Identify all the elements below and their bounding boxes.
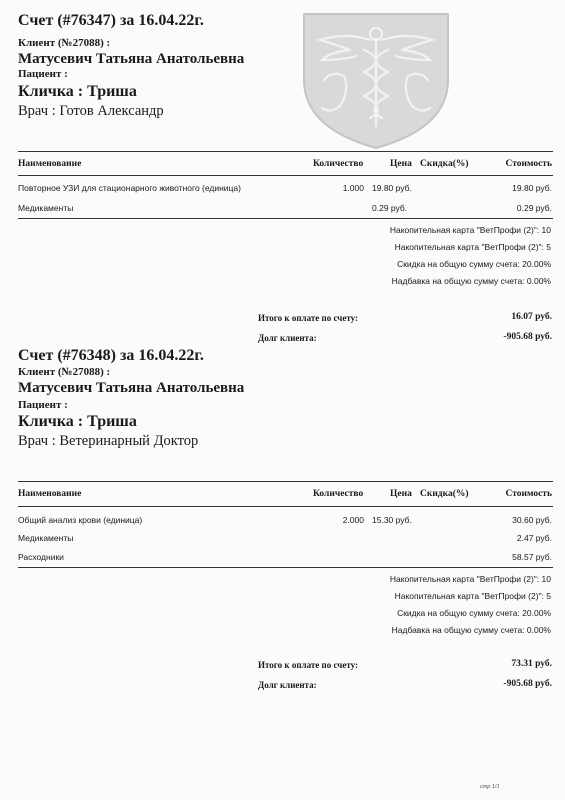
debt-label: Долг клиента:	[258, 680, 317, 690]
pet-name: Кличка : Триша	[18, 413, 137, 430]
row-name: Медикаменты	[18, 203, 74, 213]
client-label: Клиент (№27088) :	[18, 37, 111, 49]
loyalty-card-note: Накопительная карта "ВетПрофи (2)": 10	[389, 225, 551, 235]
client-name: Матусевич Татьяна Анатольевна	[18, 51, 245, 67]
table-bottom-rule	[18, 218, 553, 219]
row-qty: 1.000	[342, 183, 364, 193]
col-header-price: Цена	[390, 159, 412, 169]
loyalty-card-note: Накопительная карта "ВетПрофи (2)": 10	[389, 574, 551, 584]
discount-note: Скидка на общую сумму счета: 20.00%	[397, 608, 551, 618]
row-name: Расходники	[18, 552, 64, 562]
client-label: Клиент (№27088) :	[18, 366, 111, 378]
col-header-name: Наименование	[18, 159, 82, 169]
row-cost: 2.47 руб.	[516, 533, 552, 543]
client-name: Матусевич Татьяна Анатольевна	[18, 380, 245, 396]
col-header-cost: Стоимость	[505, 489, 552, 499]
table-top-rule	[18, 481, 553, 482]
row-name: Повторное УЗИ для стационарного животного (единица)	[18, 183, 241, 193]
row-cost: 30.60 руб.	[512, 515, 552, 525]
row-qty: 2.000	[342, 515, 364, 525]
debt-label: Долг клиента:	[258, 333, 317, 343]
table-header-rule	[18, 175, 553, 176]
col-header-qty: Количество	[313, 159, 364, 169]
row-name: Общий анализ крови (единица)	[18, 515, 143, 525]
row-price: 15.30 руб.	[372, 515, 412, 525]
total-label: Итого к оплате по счету:	[258, 313, 359, 323]
invoice-title: Счет (#76347) за 16.04.22г.	[18, 12, 204, 29]
total-label: Итого к оплате по счету:	[258, 660, 359, 670]
total-value: 73.31 руб.	[511, 659, 552, 669]
col-header-cost: Стоимость	[505, 159, 552, 169]
row-price: 0.29 руб.	[372, 203, 408, 213]
debt-value: -905.68 руб.	[503, 332, 552, 342]
total-value: 16.07 руб.	[511, 312, 552, 322]
row-cost: 58.57 руб.	[512, 552, 552, 562]
row-name: Медикаменты	[18, 533, 74, 543]
patient-label: Пациент :	[18, 399, 68, 411]
discount-note: Скидка на общую сумму счета: 20.00%	[397, 259, 551, 269]
table-header-rule	[18, 506, 553, 507]
table-bottom-rule	[18, 567, 553, 568]
col-header-discount: Скидка(%)	[420, 159, 469, 169]
invoice-title: Счет (#76348) за 16.04.22г.	[18, 347, 204, 364]
patient-label: Пациент :	[18, 68, 68, 80]
row-price: 19.80 руб.	[372, 183, 412, 193]
row-cost: 0.29 руб.	[516, 203, 552, 213]
markup-note: Надбавка на общую сумму счета: 0.00%	[391, 625, 551, 635]
col-header-qty: Количество	[313, 489, 364, 499]
doctor-name: Врач : Ветеринарный Доктор	[18, 433, 199, 449]
page-footer: стр 1/1	[480, 784, 500, 790]
markup-note: Надбавка на общую сумму счета: 0.00%	[391, 276, 551, 286]
row-cost: 19.80 руб.	[512, 183, 552, 193]
loyalty-card-note: Накопительная карта "ВетПрофи (2)": 5	[394, 591, 551, 601]
col-header-discount: Скидка(%)	[420, 489, 469, 499]
pet-name: Кличка : Триша	[18, 83, 137, 100]
doctor-name: Врач : Готов Александр	[18, 103, 164, 119]
debt-value: -905.68 руб.	[503, 679, 552, 689]
col-header-price: Цена	[390, 489, 412, 499]
loyalty-card-note: Накопительная карта "ВетПрофи (2)": 5	[394, 242, 551, 252]
vet-clinic-emblem-logo	[300, 10, 452, 150]
col-header-name: Наименование	[18, 489, 82, 499]
table-top-rule	[18, 151, 553, 152]
